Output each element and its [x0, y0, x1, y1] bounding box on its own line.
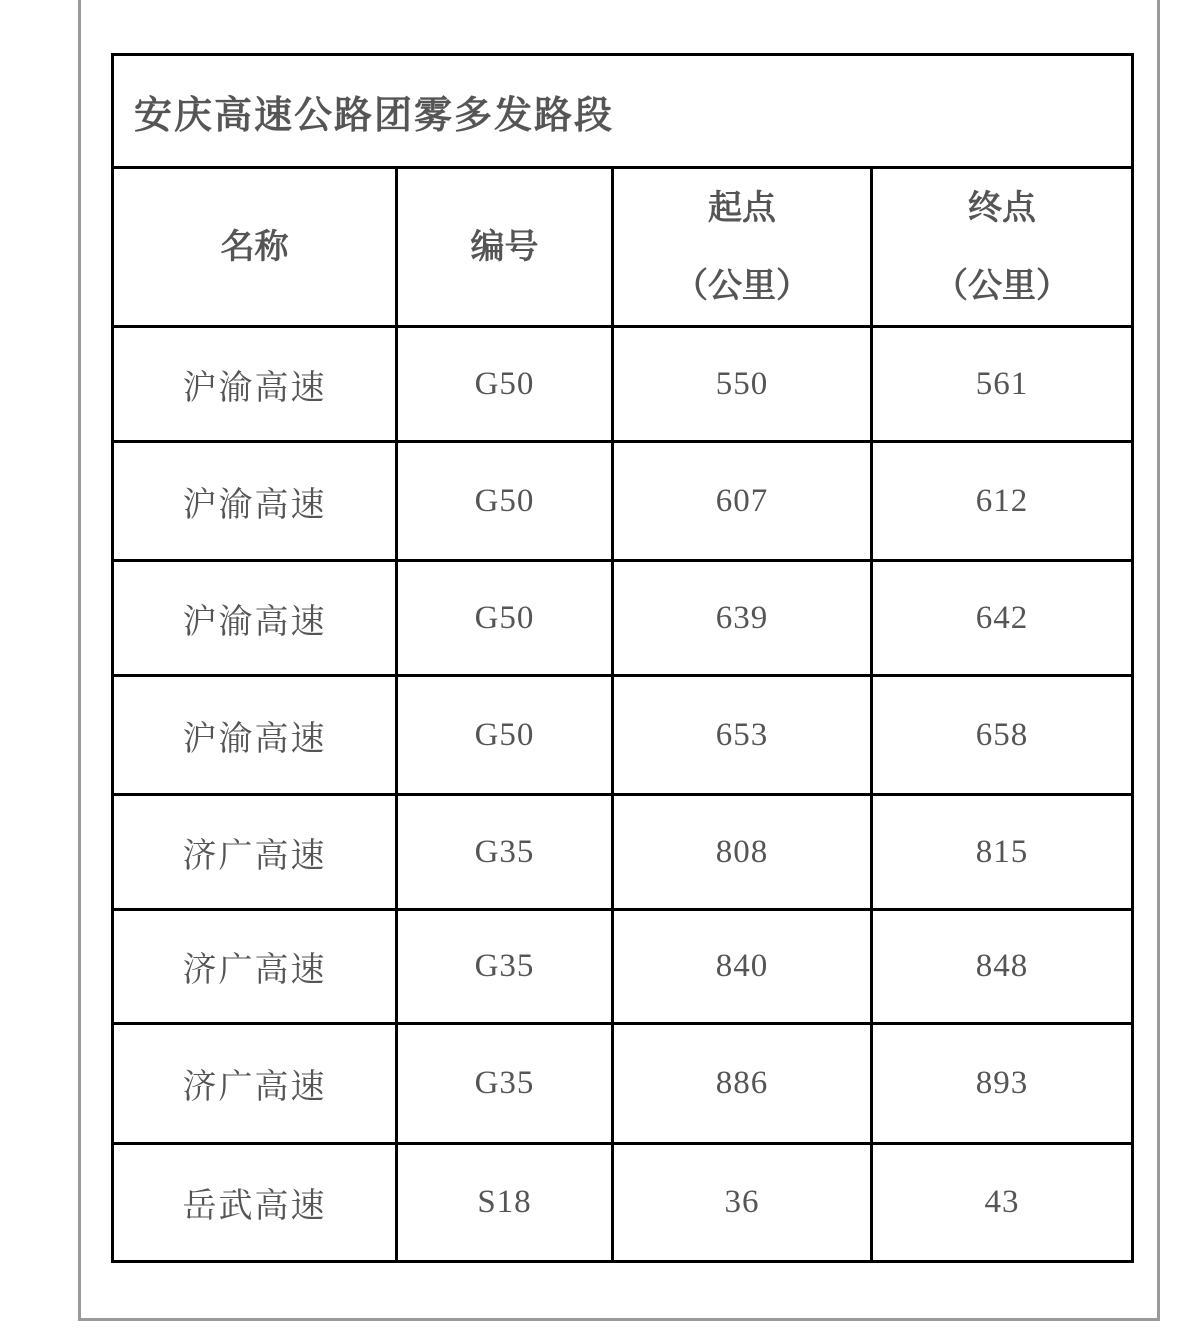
fog-sections-table: [111, 53, 1134, 1263]
row-code: G50: [397, 561, 613, 676]
row-name: 沪渝高速: [113, 327, 397, 442]
row-start: 550: [613, 327, 872, 442]
header-start-unit: （公里）: [674, 266, 810, 306]
header-start: [613, 168, 872, 327]
header-code: 编号: [397, 168, 613, 327]
row-code: S18: [397, 1144, 613, 1262]
row-code: G35: [397, 910, 613, 1024]
row-end: 815: [872, 795, 1133, 910]
title-row: [113, 55, 1133, 168]
row-end: 43: [872, 1144, 1133, 1262]
table-row: [113, 795, 1133, 910]
row-end: 642: [872, 561, 1133, 676]
header-end-unit: （公里）: [934, 266, 1070, 306]
row-name: 沪渝高速: [113, 442, 397, 561]
header-end-label: 终点: [968, 188, 1036, 228]
header-start-label: 起点: [708, 188, 776, 228]
row-start: 607: [613, 442, 872, 561]
row-end: 561: [872, 327, 1133, 442]
row-start: 639: [613, 561, 872, 676]
row-code: G50: [397, 327, 613, 442]
row-start: 36: [613, 1144, 872, 1262]
table-row: [113, 442, 1133, 561]
row-end: 658: [872, 676, 1133, 795]
row-start: 653: [613, 676, 872, 795]
row-end: 893: [872, 1024, 1133, 1144]
row-end: 848: [872, 910, 1133, 1024]
table-row: [113, 561, 1133, 676]
row-start: 840: [613, 910, 872, 1024]
table-row: [113, 327, 1133, 442]
table-row: [113, 910, 1133, 1024]
row-name: 岳武高速: [113, 1144, 397, 1262]
header-name: 名称: [113, 168, 397, 327]
table-title: 安庆高速公路团雾多发路段: [113, 55, 1133, 168]
header-end: [872, 168, 1133, 327]
row-name: 沪渝高速: [113, 676, 397, 795]
header-row: [113, 168, 1133, 327]
row-start: 808: [613, 795, 872, 910]
row-code: G35: [397, 1024, 613, 1144]
table-row: [113, 1144, 1133, 1262]
row-end: 612: [872, 442, 1133, 561]
row-name: 沪渝高速: [113, 561, 397, 676]
row-name: 济广高速: [113, 1024, 397, 1144]
row-start: 886: [613, 1024, 872, 1144]
table-row: [113, 676, 1133, 795]
row-code: G50: [397, 676, 613, 795]
table-row: [113, 1024, 1133, 1144]
row-name: 济广高速: [113, 910, 397, 1024]
row-code: G50: [397, 442, 613, 561]
row-name: 济广高速: [113, 795, 397, 910]
row-code: G35: [397, 795, 613, 910]
